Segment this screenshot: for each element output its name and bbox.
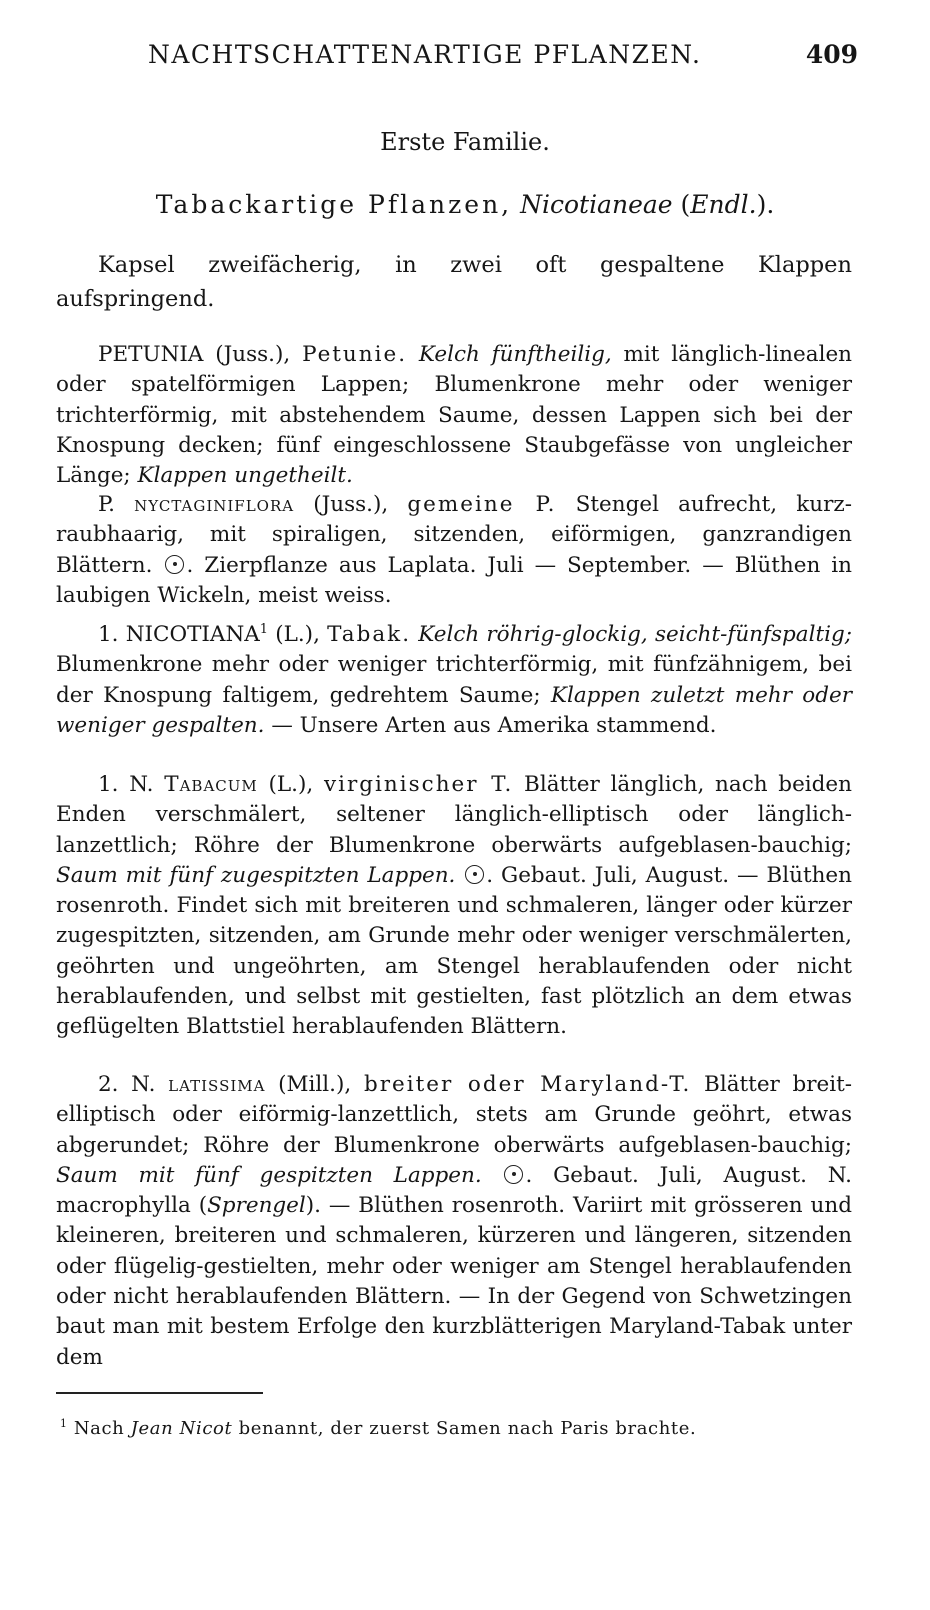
genus-name: PETUNIA <box>98 342 204 367</box>
species-saum: Saum mit fünf gespitzten Lappen. <box>56 1162 482 1188</box>
species-common-name: breiter oder Maryland-T. <box>363 1072 692 1097</box>
species-common-name: gemeine P. <box>407 492 557 517</box>
species-author: (Mill.), <box>278 1072 352 1097</box>
footnote-text-2: benannt, der zuerst Samen nach Paris brachte. <box>238 1418 697 1439</box>
species-text-2: Gebaut. Juli, August. N. macrophylla <box>56 1162 852 1219</box>
species-abbr: P. <box>98 492 115 517</box>
genus-text: mit länglich-linealen oder spatelförmigen Lappen; Blumenkrone mehr oder weniger trichterförmig, mit abstehendem Saume, dessen Lappen sich bei der Knospung decken; fünf eingeschlossene Staubgefässe von ungleicher Länge; <box>56 342 853 489</box>
genus-end: — Unsere Arten aus Amerika stammend. <box>271 712 717 738</box>
genus-text: Blumenkrone mehr oder weniger trichterförmig, mit fünfzähnigem, bei der Knospung faltigem, gedrehtem Saume; <box>56 652 852 708</box>
family-name-german: Tabackartige Pflanzen, <box>155 190 513 219</box>
annual-plant-icon <box>165 555 184 574</box>
page-number: 409 <box>805 40 858 69</box>
synonym-author-open: ( <box>198 1193 208 1219</box>
synonym-author-close: ). <box>305 1193 322 1219</box>
footnote-mark: 1 <box>60 1417 68 1430</box>
running-title: NACHTSCHATTENARTIGE PFLANZEN. <box>148 40 702 69</box>
family-name <box>0 190 930 219</box>
genus-author: (L.), <box>275 622 320 647</box>
family-description <box>56 248 852 316</box>
synonym-author: Sprengel <box>207 1193 306 1219</box>
footnote-text-1: Nach <box>73 1418 125 1439</box>
species-text-2: Gebaut. Juli, August. — Blüthen rosenroth. Findet sich mit breiteren und schmaleren, länger oder kürzer zugespitzten, sitzenden, am Grunde mehr oder weniger verschmälerten, geöhrten und ungeöhrten, am Stengel herablaufenden oder nicht herablaufenden, und selbst mit gestielten, fast plötzlich an dem etwas geflügelten Blattstiel herablaufenden Blättern. <box>56 862 852 1040</box>
species-author: (L.), <box>268 772 314 797</box>
genus-klappen: Klappen zuletzt mehr oder weniger gespalten. <box>56 682 852 738</box>
species-text-3: — Blüthen rosenroth. Variirt mit grösseren und kleineren, breiteren und schmaleren, kürzeren und längeren, sitzenden oder flügelig-gestielten, mehr oder weniger am Stengel herablaufenden oder nicht herablaufenden Blättern. — In der Gegend von Schwetzingen baut man mit bestem Erfolge den kurzblätterigen Maryland-Tabak unter dem <box>56 1193 852 1370</box>
genus-nicotiana <box>56 620 852 741</box>
species-name: nyctaginiflora <box>134 492 295 517</box>
genus-number: 1. <box>98 622 119 647</box>
genus-kelch: Kelch röhrig-glockig, seicht-fünfspaltig; <box>418 622 852 647</box>
genus-author: (Juss.), <box>215 342 291 367</box>
species-number: 1. N. <box>98 772 154 797</box>
annual-plant-icon <box>465 865 484 884</box>
genus-kelch: Kelch fünftheilig, <box>418 342 612 367</box>
footnote-marker: 1 <box>259 621 268 637</box>
family-name-latin: Nicotianeae <box>520 190 673 219</box>
family-heading: Erste Familie. <box>380 128 550 156</box>
species-latissima: 2. N. latissima (Mill.), breiter oder Maryland-T. Blätter breit-elliptisch oder eiförmig-lanzettlich, stets am Grunde geöhrt, etwas abgerundet; Röhre der Blumenkrone oberwärts aufgeblasen-bauchig; Saum mit fünf gespitzten Lappen. . Gebaut. Juli, August. N. macrophylla (Sprengel). — Blüthen rosenroth. Variirt mit grösseren und kleineren, breiteren und schmaleren, kürzeren und längeren, sitzenden oder flügelig-gestielten, mehr oder weniger am Stengel herablaufenden oder nicht herablaufenden Blättern. — In der Gegend von Schwetzingen baut man mit bestem Erfolge den kurzblätterigen Maryland-Tabak unter dem <box>56 1072 853 1370</box>
species-common-name: virginischer T. <box>323 772 514 797</box>
species-name: latissima <box>168 1072 266 1097</box>
species-tabacum: 1. N. Tabacum (L.), virginischer T. Blätter länglich, nach beiden Enden verschmälert, seltener länglich-elliptisch oder länglich-lanzettlich; Röhre der Blumenkrone oberwärts aufgeblasen-bauchig; Saum mit fünf zugespitzten Lappen. . Gebaut. Juli, August. — Blüthen rosenroth. Findet sich mit breiteren und schmaleren, länger oder kürzer zugespitzten, sitzenden, am Grunde mehr oder weniger verschmälerten, geöhrten und ungeöhrten, am Stengel herablaufenden oder nicht herablaufenden, und selbst mit gestielten, fast plötzlich an dem etwas geflügelten Blattstiel herablaufenden Blättern. <box>56 772 853 1040</box>
footnote <box>60 1418 860 1439</box>
genus-name: NICOTIANA <box>125 622 260 647</box>
family-author: Endl. <box>690 190 757 219</box>
footnote-divider <box>56 1392 263 1394</box>
species-text-2: Zierpflanze aus Laplata. Juli — September. — Blüthen in laubigen Wickeln, meist weiss. <box>56 552 852 608</box>
genus-petunia <box>56 340 852 491</box>
species-saum: Saum mit fünf zugespitzten Lappen. <box>56 862 456 888</box>
species-nyctaginiflora: P. nyctaginiflora (Juss.), gemeine P. Stengel aufrecht, kurz-raubhaarig, mit spiraligen, sitzenden, eiförmigen, ganzrandigen Blättern. . Zierpflanze aus Laplata. Juli — September. — Blüthen in laubigen Wickeln, meist weiss. <box>56 492 852 608</box>
family-author-close: ). <box>756 190 775 219</box>
species-text: Blätter breit-elliptisch oder eiförmig-lanzettlich, stets am Grunde geöhrt, etwas abgerundet; Röhre der Blumenkrone oberwärts aufgeblasen-bauchig; <box>56 1072 853 1158</box>
footnote-name: Jean Nicot <box>130 1418 233 1439</box>
running-head <box>148 40 858 74</box>
species-number: 2. N. <box>98 1072 156 1097</box>
genus-common-name: Tabak. <box>327 622 412 647</box>
annual-plant-icon <box>504 1165 523 1184</box>
genus-common-name: Petunie. <box>302 342 408 367</box>
genus-end: Klappen ungetheilt. <box>137 463 353 489</box>
family-author-open: ( <box>680 190 691 219</box>
capsule-text: Kapsel zweifächerig, in zwei oft gespaltene Klappen aufspringend. <box>56 252 852 312</box>
species-author: (Juss.), <box>313 492 389 517</box>
species-text: Blätter länglich, nach beiden Enden verschmälert, seltener länglich-elliptisch oder länglich-lanzettlich; Röhre der Blumenkrone oberwärts aufgeblasen-bauchig; <box>56 772 853 858</box>
species-text: Stengel aufrecht, kurz-raubhaarig, mit spiraligen, sitzenden, eiförmigen, ganzrandigen Blättern. <box>56 492 852 578</box>
species-name: Tabacum <box>164 772 258 797</box>
